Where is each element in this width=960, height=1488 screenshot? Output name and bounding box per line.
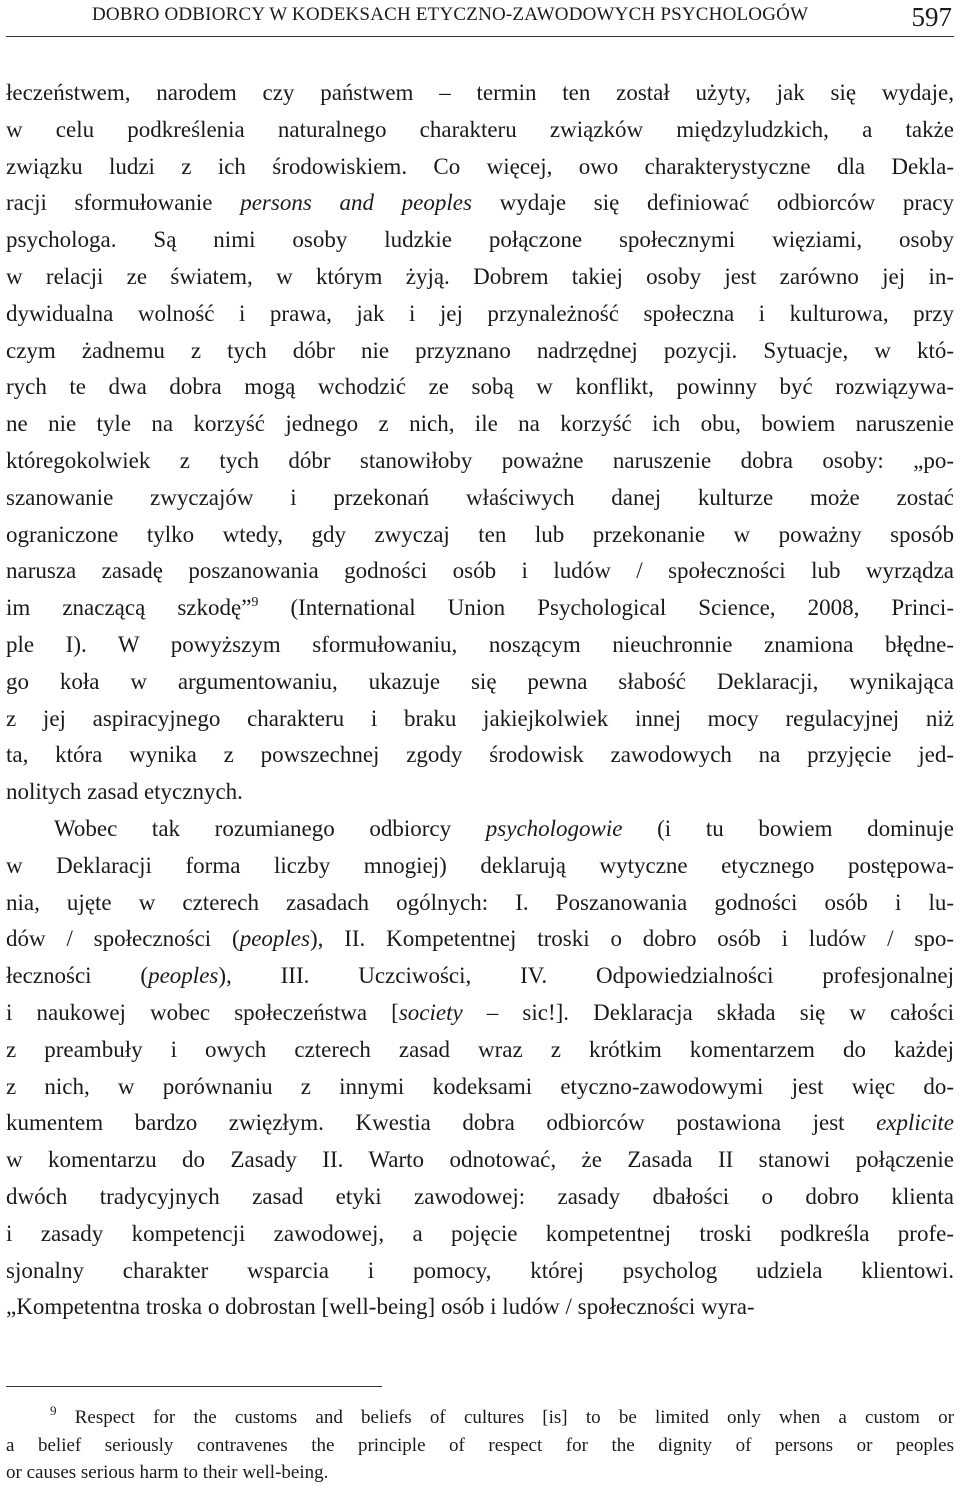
text-line — [6, 921, 954, 958]
text-run: ), III. Uczciwości, IV. Odpowiedzialności profesjonalnej — [218, 963, 954, 989]
text-line — [6, 995, 954, 1032]
footnote-text: Respect for the customs and beliefs of cultures [is] to be limited only when a custom or — [74, 1407, 954, 1428]
text-line: nia, ujęte w czterech zasadach ogólnych: I. Poszanowania godności osób i lu- — [6, 889, 954, 915]
footnote-reference[interactable]: 9 — [251, 595, 259, 611]
text-line: w celu podkreślenia naturalnego charakteru związków międzyludzkich, a także — [6, 116, 954, 142]
text-line — [6, 958, 954, 995]
running-title: DOBRO ODBIORCY W KODEKSACH ETYCZNO-ZAWODOWYCH PSYCHOLOGÓW — [92, 4, 809, 25]
text-line: w relacji ze światem, w którym żyją. Dobrem takiej osoby jest zarówno jej in- — [6, 263, 954, 289]
text-line: czym żadnemu z tych dóbr nie przyznano nadrzędnej pozycji. Sytuacje, w któ- — [6, 337, 954, 363]
text-line: któregokolwiek z tych dóbr stanowiłoby poważne naruszenie dobra osoby: „po- — [6, 447, 954, 473]
text-line: nolitych zasad etycznych. — [6, 779, 243, 805]
text-run: wydaje się definiować odbiorców pracy — [471, 190, 954, 216]
paragraph — [6, 811, 954, 1326]
text-line: ple I). W powyższym sformułowaniu, noszącym nieuchronnie znamiona błędne- — [6, 631, 954, 657]
italic-term: psychologowie — [485, 815, 623, 841]
text-line: szanowanie zwyczajów i przekonań właściwych danej kulturze może zostać — [6, 484, 954, 510]
text-line: rych te dwa dobra mogą wchodzić ze sobą w konflikt, powinny być rozwiązywa- — [6, 374, 954, 400]
text-run: i naukowej wobec społeczeństwa [ — [6, 999, 399, 1025]
paragraph — [6, 75, 954, 811]
italic-term: society — [398, 999, 463, 1025]
text-line: z preambuły i owych czterech zasad wraz z krótkim komentarzem do każdej — [6, 1036, 954, 1062]
text-run: (i tu bowiem dominuje — [622, 815, 954, 841]
footnote-number: 9 — [50, 1403, 57, 1418]
text-line: w Deklaracji forma liczby mnogiej) deklarują wytyczne etycznego postępowa- — [6, 852, 954, 878]
text-line: łeczeństwem, narodem czy państwem – termin ten został użyty, jak się wydaje, — [6, 80, 954, 105]
text-run: ), II. Kompetentnej troski o dobro osób i ludów / spo- — [309, 926, 954, 952]
text-line — [6, 811, 954, 848]
text-line: ne nie tyle na korzyść jednego z nich, ile na korzyść ich obu, bowiem naruszenie — [6, 411, 954, 437]
footnote-divider — [6, 1386, 382, 1387]
text-run: racji sformułowanie — [6, 190, 241, 216]
text-line: z jej aspiracyjnego charakteru i braku jakiejkolwiek innej mocy regulacyjnej niż — [6, 705, 954, 731]
text-run: dów / społeczności ( — [6, 926, 240, 952]
text-run: łeczności ( — [6, 963, 149, 989]
footnote-line — [6, 1404, 954, 1432]
text-line: związku ludzi z ich środowiskiem. Co więcej, owo charakterystyczne dla Dekla- — [6, 153, 954, 179]
text-line: „Kompetentna troska o dobrostan [well-being] osób i ludów / społeczności wyra- — [6, 1294, 755, 1320]
text-line: dwóch tradycyjnych zasad etyki zawodowej: zasady dbałości o dobro klienta — [6, 1183, 954, 1209]
footnote — [6, 1404, 954, 1487]
text-run: (International Union Psychological Science, 2008, Princi- — [258, 595, 954, 621]
body-text — [6, 75, 954, 1326]
text-run: Wobec tak rozumianego odbiorcy — [54, 815, 486, 841]
text-run: im znaczącą szkodę” — [6, 595, 252, 621]
text-line: go koła w argumentowaniu, ukazuje się pewna słabość Deklaracji, wynikająca — [6, 668, 954, 694]
footnote-line: a belief seriously contravenes the principle of respect for the dignity of persons or peoples — [6, 1434, 954, 1456]
footnote-line: or causes serious harm to their well-being. — [6, 1462, 329, 1483]
text-line: i zasady kompetencji zawodowej, a pojęcie kompetentnej troski podkreśla profe- — [6, 1220, 954, 1246]
text-line: ograniczone tylko wtedy, gdy zwyczaj ten lub przekonanie w poważny sposób — [6, 521, 954, 547]
text-line: z nich, w porównaniu z innymi kodeksami etyczno-zawodowymi jest więc do- — [6, 1073, 954, 1099]
text-line: narusza zasadę poszanowania godności osób i ludów / społeczności lub wyrządza — [6, 558, 954, 584]
text-line: ta, która wynika z powszechnej zgody środowisk zawodowych na przyjęcie jed- — [6, 742, 954, 768]
italic-term: persons and peoples — [240, 190, 472, 216]
text-line: psychologa. Są nimi osoby ludzkie połączone społecznymi więziami, osoby — [6, 227, 954, 253]
page-header — [6, 0, 954, 37]
text-line — [6, 185, 954, 222]
italic-term: peoples — [148, 963, 219, 989]
text-line — [6, 1105, 954, 1142]
text-line: w komentarzu do Zasady II. Warto odnotować, że Zasada II stanowi połączenie — [6, 1147, 954, 1173]
text-line: sjonalny charakter wsparcia i pomocy, której psycholog udziela klientowi. — [6, 1257, 954, 1283]
italic-term: explicite — [876, 1110, 954, 1136]
text-run: – sic!]. Deklaracja składa się w całości — [462, 999, 954, 1025]
italic-term: peoples — [239, 926, 310, 952]
text-run: kumentem bardzo zwięzłym. Kwestia dobra odbiorców postawiona jest — [6, 1110, 877, 1136]
text-line: dywidualna wolność i prawa, jak i jej przynależność społeczna i kulturowa, przy — [6, 300, 954, 326]
page-number: 597 — [911, 2, 952, 32]
text-line — [6, 590, 954, 627]
